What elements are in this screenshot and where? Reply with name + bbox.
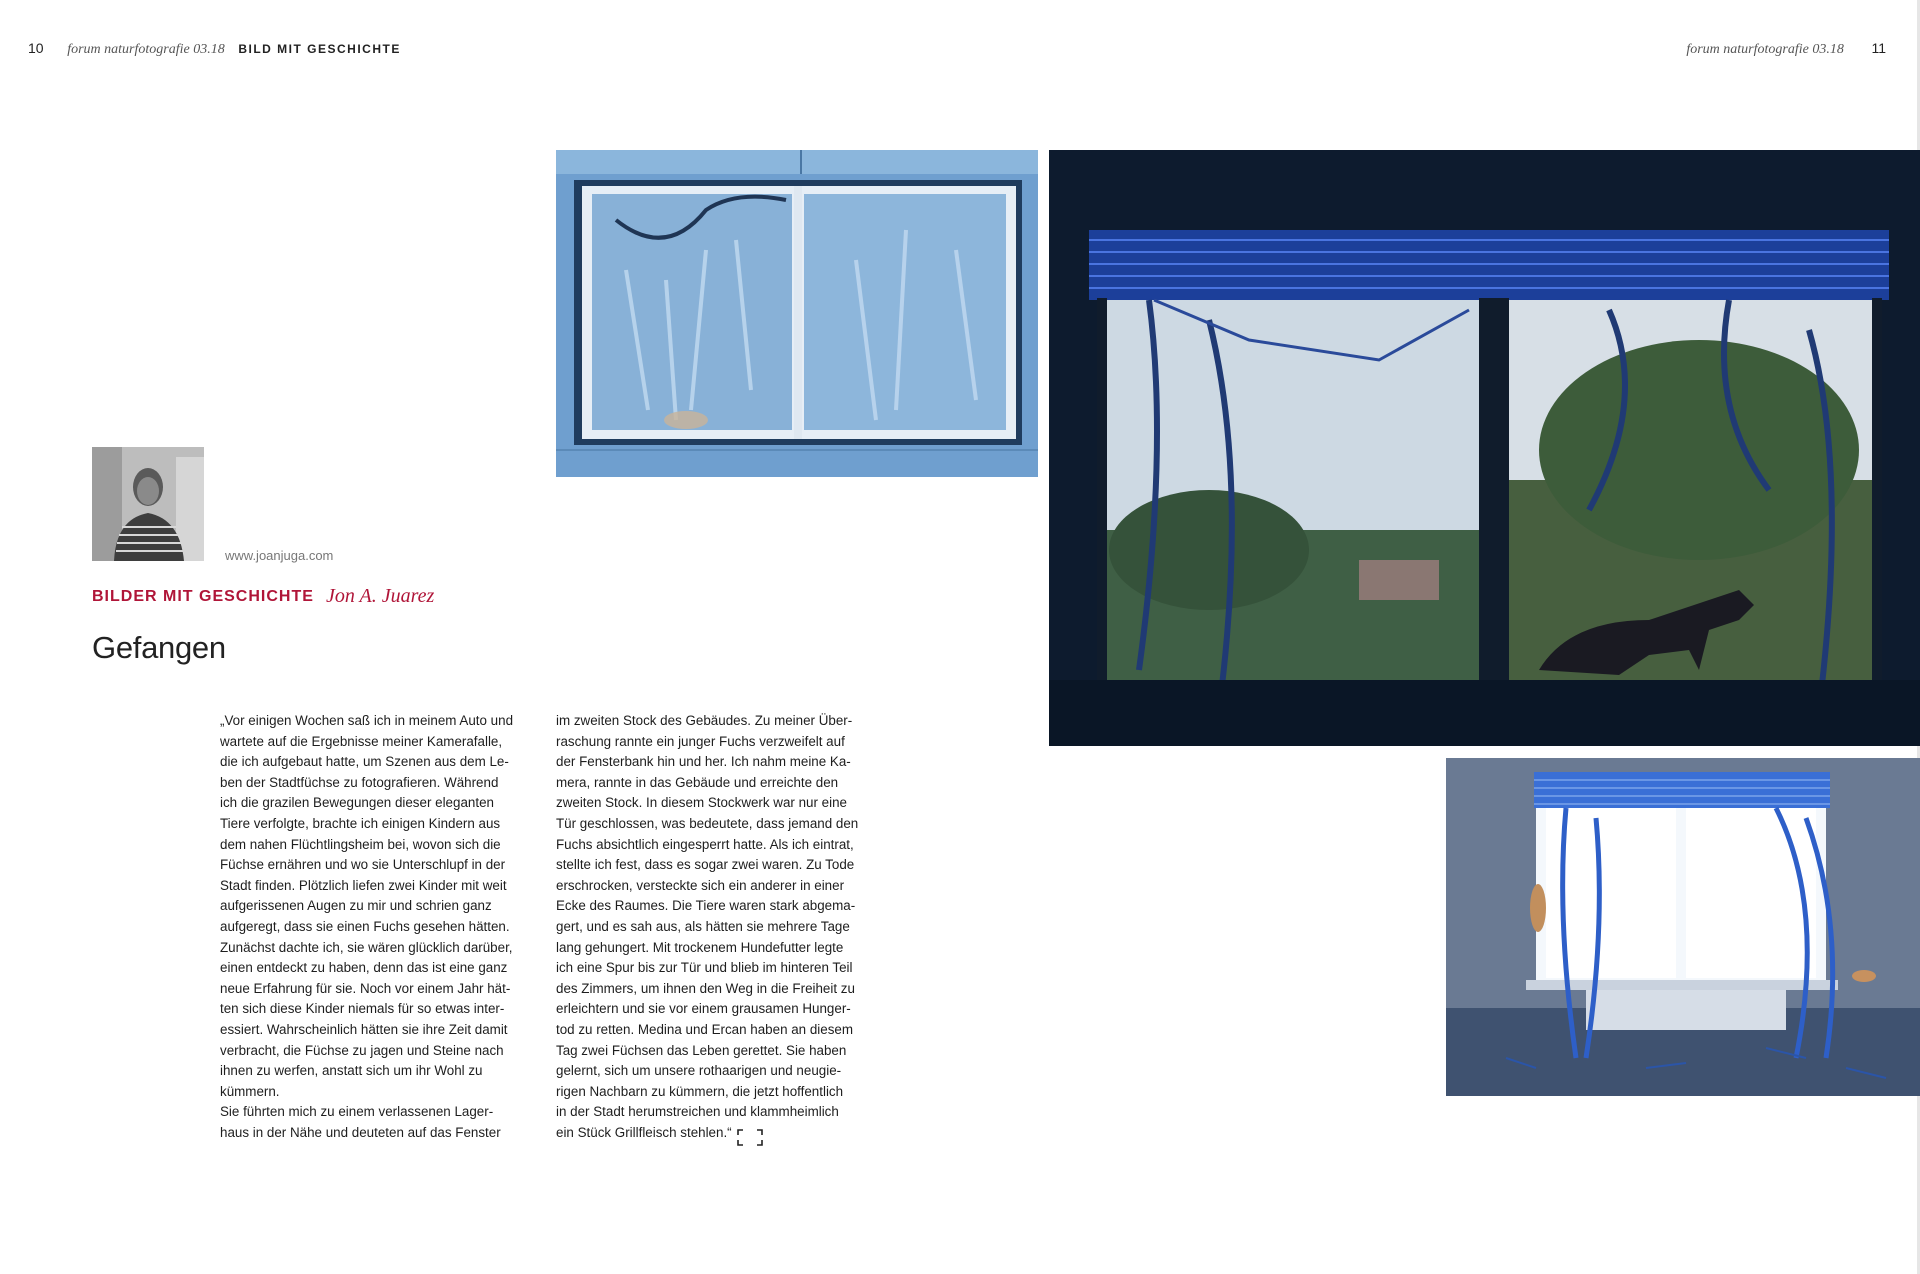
body-text-line: ihnen zu werfen, anstatt sich um ihr Wohl zu — [220, 1063, 483, 1079]
body-text-line: der Fensterbank hin und her. Ich nahm meine Ka- — [556, 754, 851, 770]
body-text-line: Tür geschlossen, was bedeutete, dass jemand den — [556, 815, 859, 831]
body-text-line: tod zu retten. Medina und Ercan haben an diesem — [556, 1021, 854, 1037]
photo-room-interior — [1446, 758, 1920, 1096]
body-text-line: stellte ich fest, dass es sogar zwei waren. Zu Tode — [556, 857, 855, 873]
author-name: Jon A. Juarez — [326, 585, 435, 607]
body-text-line: Tag zwei Füchsen das Leben gerettet. Sie haben — [556, 1042, 847, 1058]
body-text-line: ich eine Spur bis zur Tür und blieb im hinteren Teil — [556, 960, 853, 976]
body-text-line: aufgeregt, dass sie einen Fuchs gesehen hätten. — [220, 918, 510, 934]
body-text-line: Füchse ernähren und wo sie Unterschlupf in der — [220, 857, 506, 873]
body-text-line: mera, rannte in das Gebäude und erreichte den — [556, 774, 839, 790]
body-text-line: ten sich diese Kinder niemals für so etwas inter- — [220, 1001, 505, 1017]
body-text-line: raschung rannte ein junger Fuchs verzweifelt auf — [556, 733, 845, 749]
body-text-line: Sie führten mich zu einem verlassenen Lager- — [220, 1104, 494, 1120]
body-text-line: gelernt, sich um unsere rothaarigen und neugie- — [556, 1063, 842, 1079]
body-text-line: im zweiten Stock des Gebäudes. Zu meiner Über- — [556, 713, 853, 728]
running-head-right — [1686, 40, 1886, 58]
body-text-line: die ich aufgebaut hatte, um Szenen aus dem Le- — [220, 754, 509, 770]
body-text-line: kümmern. — [220, 1083, 280, 1099]
series-label: BILDER MIT GESCHICHTE — [92, 588, 314, 605]
body-text-line: lang gehungert. Mit trockenem Hundefutter legte — [556, 939, 844, 955]
body-text-line: verbracht, die Füchse zu jagen und Steine nach — [220, 1042, 504, 1058]
body-text-line: dem nahen Flüchtlingsheim bei, wovon sich die — [220, 836, 501, 852]
page-number-left: 10 — [28, 40, 44, 56]
section-name: BILD MIT GESCHICHTE — [238, 42, 401, 56]
body-text-line: in der Stadt herumstreichen und klammheimlich — [556, 1104, 839, 1120]
body-text-line: ein Stück Grillfleisch stehlen.“ — [556, 1124, 732, 1140]
body-text-line: essiert. Wahrscheinlich hätten sie ihre Zeit damit — [220, 1021, 508, 1037]
photo-fox-window — [1049, 150, 1920, 746]
body-text-line: Fuchs absichtlich eingesperrt hatte. Als ich eintrat, — [556, 836, 854, 852]
magazine-name-right: forum naturfotografie 03.18 — [1686, 42, 1844, 57]
body-text-line: erleichtern und sie vor einem grausamen Hunger- — [556, 1001, 851, 1017]
body-text-line: des Zimmers, um ihnen den Weg in die Freiheit zu — [556, 980, 855, 996]
body-text-line: wartete auf die Ergebnisse meiner Kamerafalle, — [220, 733, 503, 749]
body-text-line: ben der Stadtfüchse zu fotografieren. Während — [220, 774, 499, 790]
article-title: Gefangen — [92, 630, 226, 665]
body-text-line: Stadt finden. Plötzlich liefen zwei Kinder mit weit — [220, 877, 507, 893]
body-text-line: ich die grazilen Bewegungen dieser eleganten — [220, 795, 494, 811]
body-text-line: Zunächst dachte ich, sie wären glücklich darüber, — [220, 939, 513, 955]
body-text-line: haus in der Nähe und deuteten auf das Fenster — [220, 1124, 501, 1140]
body-text-line: einen entdeckt zu haben, denn das ist eine ganz — [220, 960, 508, 976]
body-text-line: rigen Nachbarn zu kümmern, die jetzt hoffentlich — [556, 1083, 844, 1099]
body-text-line: gert, und es sah aus, als hätten sie mehrere Tage — [556, 918, 850, 934]
body-text-line: erschrocken, versteckte sich ein anderer in einer — [556, 877, 845, 893]
photo-facade-window — [556, 150, 1038, 477]
magazine-name-left: forum naturfotografie 03.18 — [67, 42, 225, 57]
page-number-right: 11 — [1871, 40, 1886, 56]
body-text-line: neue Erfahrung für sie. Noch vor einem Jahr hät- — [220, 980, 511, 996]
body-column-2 — [556, 711, 874, 1143]
body-text-line: „Vor einigen Wochen saß ich in meinem Auto und — [220, 713, 514, 728]
author-website: www.joanjuga.com — [225, 548, 334, 563]
body-text-line: zweiten Stock. In diesem Stockwerk war nur eine — [556, 795, 847, 811]
end-mark — [737, 1129, 763, 1146]
body-column-1 — [220, 711, 538, 1143]
running-head-left — [28, 40, 401, 58]
body-text-line: aufgerissenen Augen zu mir und schrien ganz — [220, 898, 492, 914]
body-text-line: Tiere verfolgte, brachte ich einigen Kindern aus — [220, 815, 501, 831]
author-portrait-photo — [92, 447, 204, 561]
body-text-line: Ecke des Raumes. Die Tiere waren stark abgema- — [556, 898, 856, 914]
